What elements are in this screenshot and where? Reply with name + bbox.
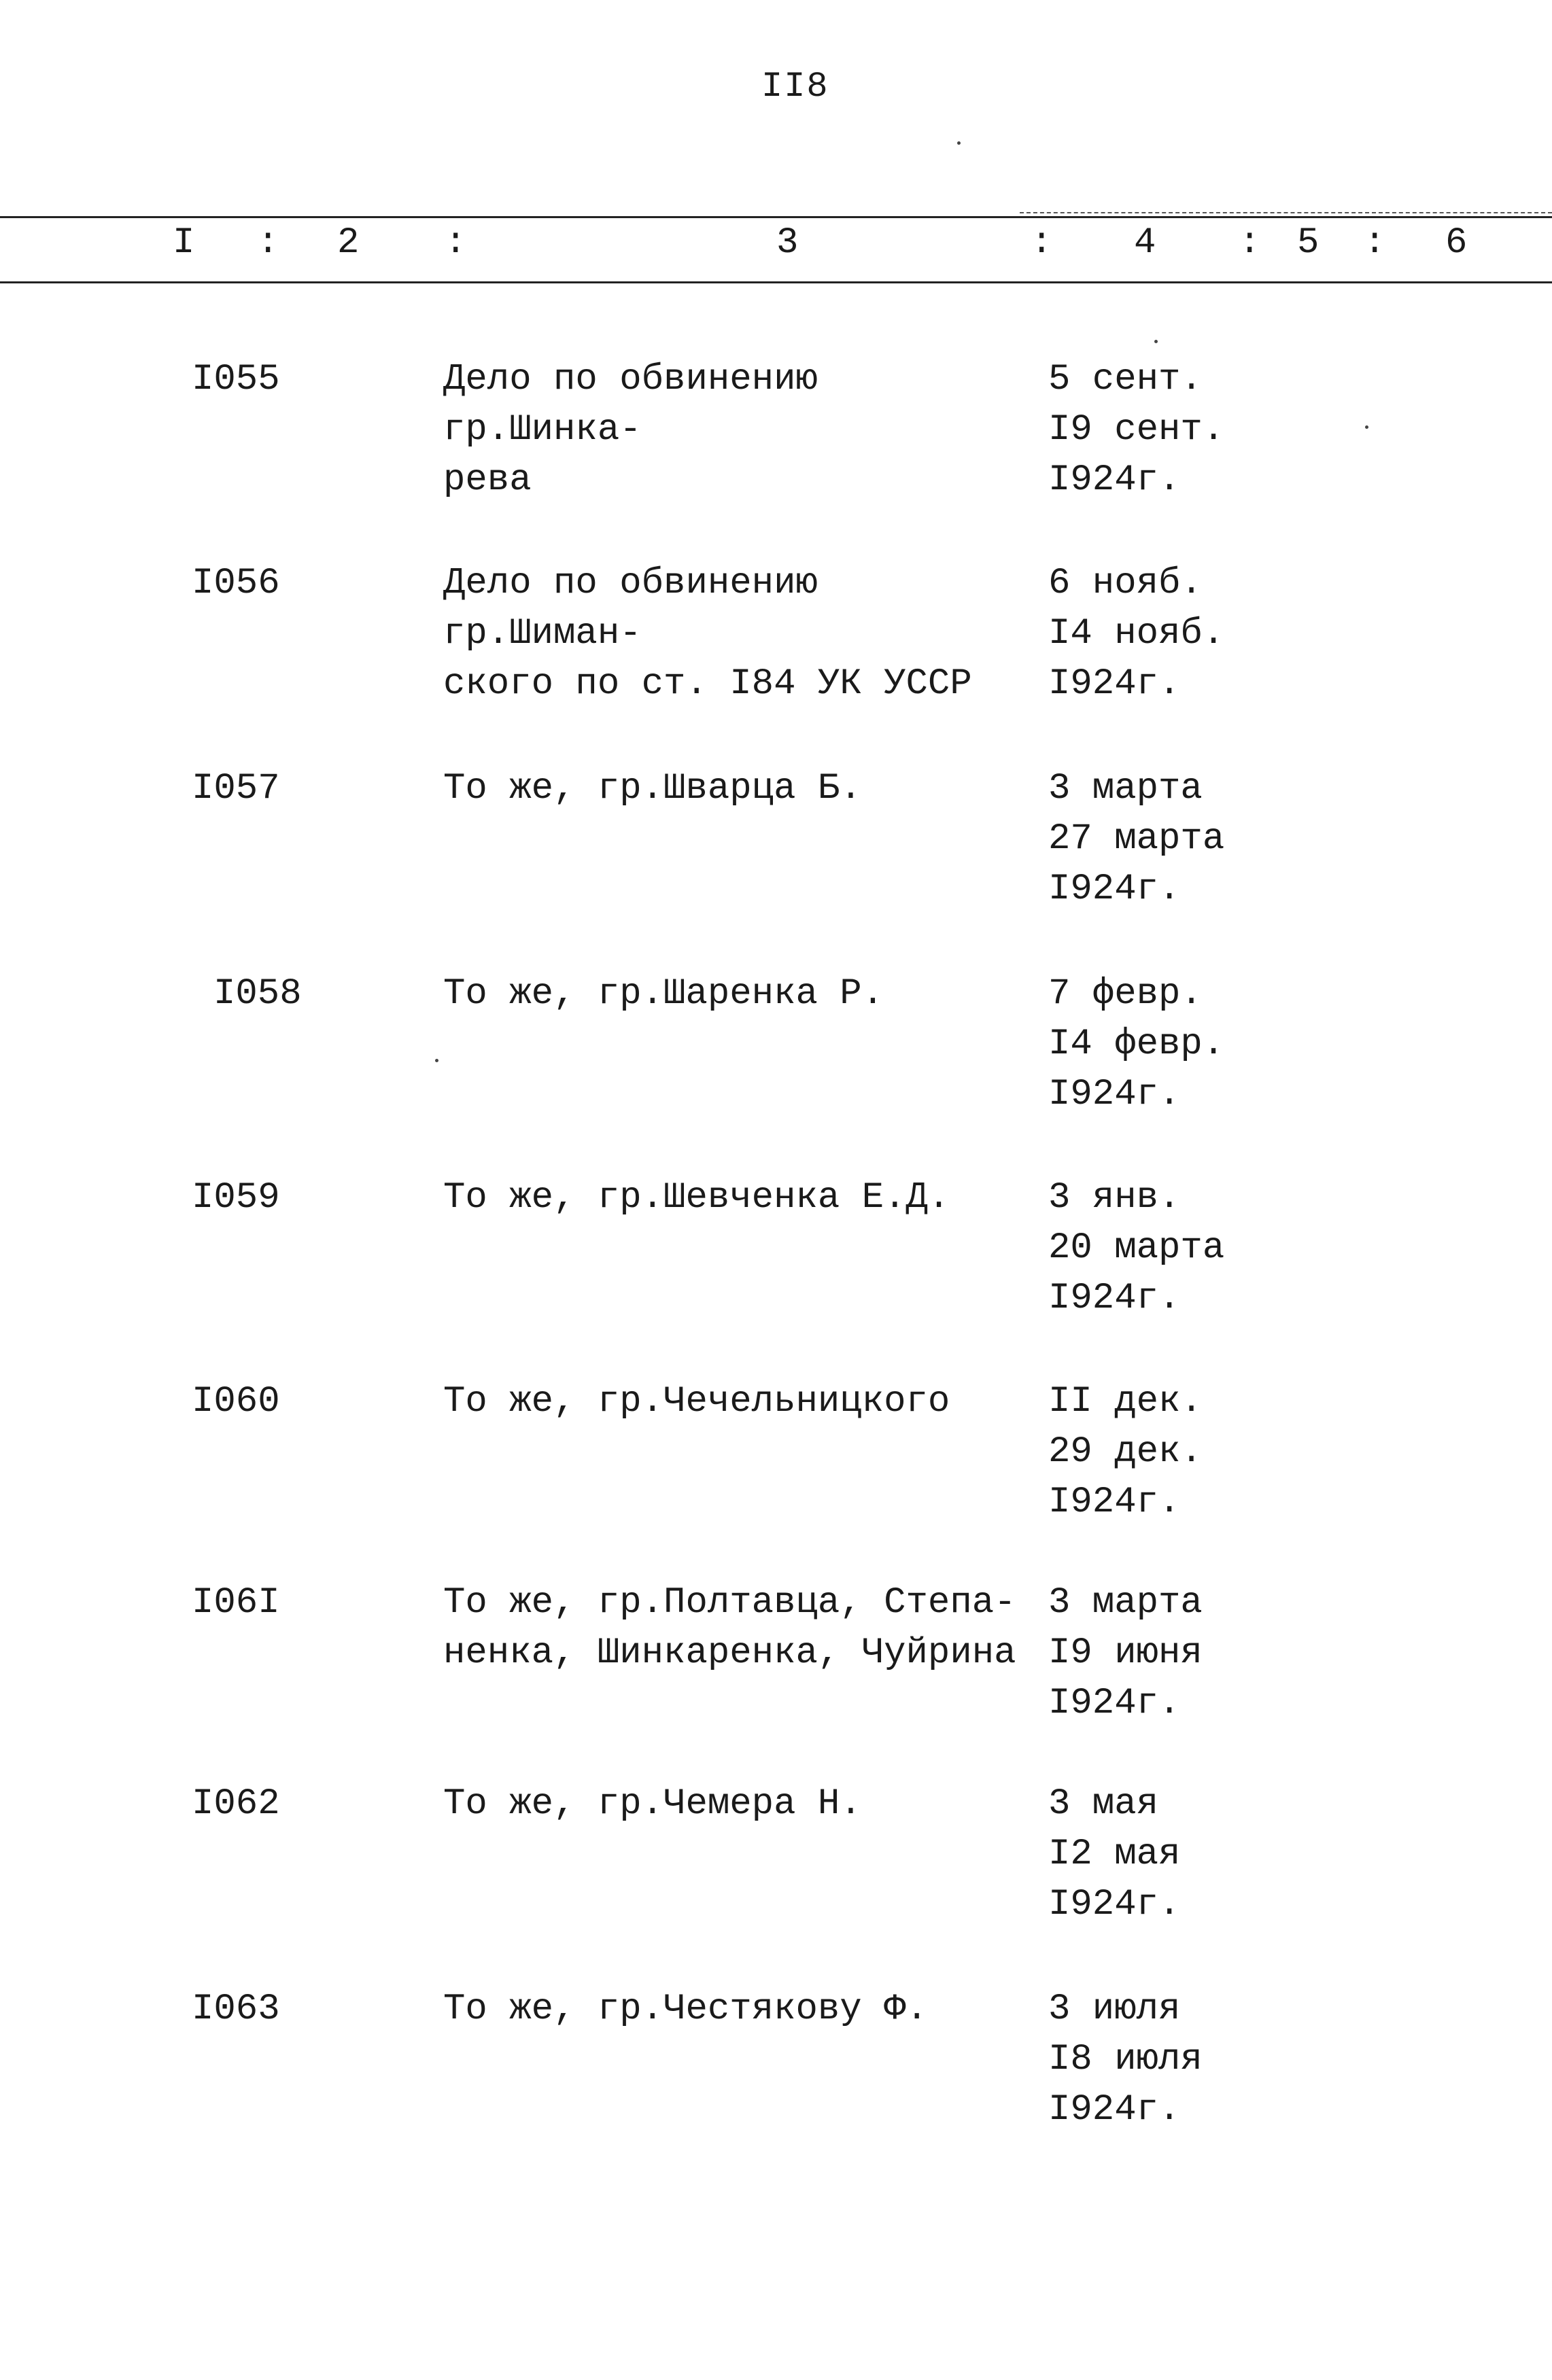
- date-start: 3 марта: [1048, 768, 1203, 809]
- date-end: 20 марта: [1048, 1227, 1225, 1269]
- header-rule-bottom: [0, 281, 1552, 283]
- item-dates: [1048, 1578, 1320, 1729]
- item-description: Дело по обвинению гр.Шиман- ского по ст. I84 УК УССР: [443, 563, 972, 705]
- date-start: 5 сент.: [1048, 359, 1203, 400]
- column-header-4: 4: [1134, 222, 1156, 264]
- item-dates: [1048, 764, 1320, 915]
- column-header-6: 6: [1445, 222, 1468, 264]
- date-end: I4 февр.: [1048, 1023, 1225, 1065]
- date-start: 6 нояб.: [1048, 563, 1203, 604]
- date-year: I924г.: [1048, 2089, 1181, 2131]
- page-number: II8: [761, 67, 829, 107]
- item-number: I060: [192, 1381, 280, 1422]
- column-header-3: 3: [776, 222, 799, 264]
- item-description: То же, гр.Чечельницкого: [443, 1381, 950, 1422]
- item-description: То же, гр.Полтавца, Степа- ненка, Шинкаренка, Чуйрина: [443, 1582, 1016, 1674]
- item-number: I063: [192, 1989, 280, 2030]
- column-separator: :: [257, 222, 279, 264]
- date-year: I924г.: [1048, 663, 1181, 705]
- date-end: I9 июня: [1048, 1632, 1203, 1674]
- column-separator: :: [1031, 222, 1053, 264]
- item-number: I057: [192, 768, 280, 809]
- column-separator: :: [1364, 222, 1386, 264]
- date-year: I924г.: [1048, 1482, 1181, 1523]
- item-dates: [1048, 1779, 1320, 1930]
- item-dates: [1048, 1984, 1320, 2135]
- date-start: 3 янв.: [1048, 1177, 1181, 1219]
- date-start: 3 мая: [1048, 1783, 1159, 1825]
- date-start: II дек.: [1048, 1381, 1203, 1422]
- date-start: 7 февр.: [1048, 973, 1203, 1015]
- column-header-5: 5: [1297, 222, 1320, 264]
- item-description: То же, гр.Шаренка Р.: [443, 973, 884, 1015]
- item-description: То же, гр.Шевченка Е.Д.: [443, 1177, 950, 1219]
- item-number: I06I: [192, 1582, 280, 1624]
- item-dates: [1048, 1173, 1320, 1324]
- header-rule-dashed: [1020, 212, 1552, 213]
- item-number: I055: [192, 359, 280, 400]
- date-year: I924г.: [1048, 459, 1181, 501]
- item-description: То же, гр.Шварца Б.: [443, 768, 862, 809]
- date-end: 27 марта: [1048, 818, 1225, 860]
- date-start: 3 марта: [1048, 1582, 1203, 1624]
- date-end: 29 дек.: [1048, 1431, 1203, 1473]
- scan-speck: [957, 141, 961, 145]
- scan-speck: [1365, 425, 1368, 429]
- column-separator: :: [1239, 222, 1261, 264]
- scan-speck: [435, 1059, 438, 1062]
- item-description: То же, гр.Честякову Ф.: [443, 1989, 928, 2030]
- item-number: I058: [213, 973, 302, 1015]
- date-year: I924г.: [1048, 1683, 1181, 1724]
- date-year: I924г.: [1048, 1278, 1181, 1319]
- item-number: I062: [192, 1783, 280, 1825]
- item-dates: [1048, 355, 1320, 506]
- date-end: I9 сент.: [1048, 409, 1225, 451]
- item-number: I059: [192, 1177, 280, 1219]
- column-separator: :: [445, 222, 467, 264]
- item-description: То же, гр.Чемера Н.: [443, 1783, 862, 1825]
- item-number: I056: [192, 563, 280, 604]
- date-year: I924г.: [1048, 869, 1181, 910]
- column-header-1: I: [173, 222, 195, 264]
- column-header-2: 2: [337, 222, 360, 264]
- item-dates: [1048, 969, 1320, 1120]
- header-rule-top: [0, 216, 1552, 218]
- date-end: I8 июля: [1048, 2039, 1203, 2080]
- date-end: I2 мая: [1048, 1834, 1181, 1875]
- item-dates: [1048, 559, 1320, 710]
- item-description: Дело по обвинению гр.Шинка- рева: [443, 359, 818, 501]
- date-year: I924г.: [1048, 1074, 1181, 1115]
- scan-speck: [1154, 340, 1158, 343]
- item-dates: [1048, 1377, 1320, 1528]
- date-start: 3 июля: [1048, 1989, 1181, 2030]
- date-year: I924г.: [1048, 1884, 1181, 1925]
- date-end: I4 нояб.: [1048, 613, 1225, 654]
